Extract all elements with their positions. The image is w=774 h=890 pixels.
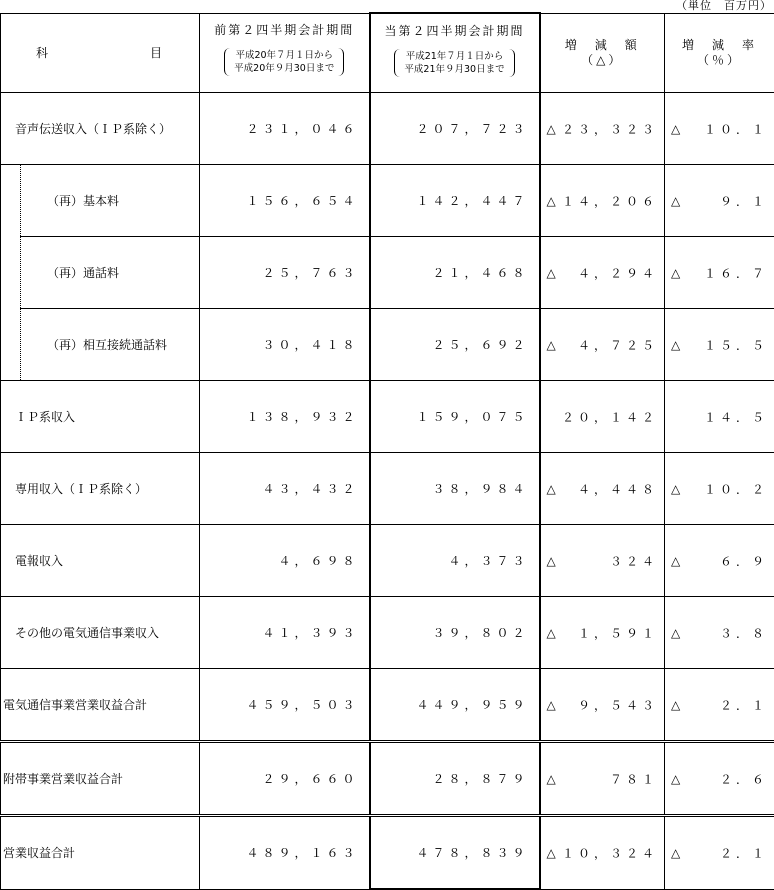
change-amount-title: 増 減 額: [541, 38, 665, 53]
curr-value: ２８，８７９: [370, 742, 540, 816]
change-amount-value: ９，５４３: [578, 696, 658, 713]
change-rate-value: ９．１: [720, 192, 768, 209]
table-row: [1, 525, 774, 597]
indent-spacer: [1, 165, 21, 381]
decrease-mark: △: [671, 698, 680, 712]
row-label: 電気通信事業営業収益合計: [1, 669, 200, 742]
change-amount-value: ３２４: [610, 552, 658, 569]
curr-period-from: 平成21年７月１日から: [404, 50, 504, 63]
curr-value: ２５，６９２: [370, 309, 540, 381]
change-amount-note: （△）: [541, 53, 665, 68]
prev-value: ４，６９８: [200, 525, 370, 597]
change-rate-note: （％）: [665, 53, 774, 68]
table-row: [1, 816, 774, 890]
header-subject-ka: 科: [36, 44, 50, 61]
row-label: ＩＰ系収入: [1, 381, 200, 453]
change-rate-value: １０．２: [704, 480, 768, 497]
change-amount-value: ４，２９４: [578, 264, 658, 281]
row-label: 電報収入: [1, 525, 200, 597]
decrease-mark: △: [547, 338, 556, 352]
row-label: （再）基本料: [21, 165, 200, 237]
change-rate: [665, 93, 774, 165]
prev-period-range: [224, 48, 344, 76]
change-rate: [665, 525, 774, 597]
table-row: [1, 381, 774, 453]
change-rate: [665, 237, 774, 309]
header-change-rate: [665, 13, 774, 93]
curr-value: ２１，４６８: [370, 237, 540, 309]
change-amount: [540, 816, 665, 890]
change-amount-value: ２３，３２３: [562, 120, 658, 137]
change-amount-value: ７８１: [610, 770, 658, 787]
table-row: [1, 453, 774, 525]
change-rate: [665, 597, 774, 669]
change-rate: [665, 453, 774, 525]
change-rate: [665, 816, 774, 890]
row-label: （再）相互接続通話料: [21, 309, 200, 381]
table-row: [1, 309, 774, 381]
change-rate: [665, 669, 774, 742]
change-rate: [665, 381, 774, 453]
prev-value: ２９，６６０: [200, 742, 370, 816]
header-curr-period: [370, 13, 540, 93]
curr-value: ２０７，７２３: [370, 93, 540, 165]
prev-value: ４５９，５０３: [200, 669, 370, 742]
curr-value: ３９，８０２: [370, 597, 540, 669]
decrease-mark: △: [671, 266, 680, 280]
prev-value: ４３，４３２: [200, 453, 370, 525]
change-amount-value: １４，２０６: [562, 192, 658, 209]
change-amount: [540, 597, 665, 669]
change-rate-value: ２．６: [720, 770, 768, 787]
change-amount-value: ４，４４８: [578, 480, 658, 497]
curr-value: ４７８，８３９: [370, 816, 540, 890]
header-prev-period: [200, 13, 370, 93]
table-row: [1, 165, 774, 237]
change-amount-value: １，５９１: [578, 624, 658, 641]
decrease-mark: △: [547, 772, 556, 786]
change-amount: [540, 237, 665, 309]
prev-value: １３８，９３２: [200, 381, 370, 453]
table-row: [1, 93, 774, 165]
curr-period-to: 平成21年９月30日まで: [404, 63, 504, 76]
prev-period-from: 平成20年７月１日から: [234, 49, 334, 62]
decrease-mark: △: [671, 338, 680, 352]
table-row: [1, 597, 774, 669]
change-amount-value: ２０，１４２: [562, 408, 658, 425]
decrease-mark: △: [547, 194, 556, 208]
decrease-mark: △: [547, 482, 556, 496]
table-row: [1, 742, 774, 816]
curr-period-range: [394, 49, 514, 77]
change-rate-value: １５．５: [704, 336, 768, 353]
curr-value: ３８，９８４: [370, 453, 540, 525]
row-label: （再）通話料: [21, 237, 200, 309]
prev-value: ２５，７６３: [200, 237, 370, 309]
curr-period-title: 当第２四半期会計期間: [371, 22, 539, 39]
header-subject: [1, 13, 200, 93]
curr-value: ４４９，９５９: [370, 669, 540, 742]
change-rate: [665, 742, 774, 816]
table-row: [1, 669, 774, 742]
decrease-mark: △: [547, 626, 556, 640]
decrease-mark: △: [671, 626, 680, 640]
prev-value: ２３１，０４６: [200, 93, 370, 165]
change-amount-value: １０，３２４: [562, 844, 658, 861]
change-amount-value: ４，７２５: [578, 336, 658, 353]
decrease-mark: △: [671, 194, 680, 208]
decrease-mark: △: [547, 846, 556, 860]
row-label: 専用収入（ＩＰ系除く）: [1, 453, 200, 525]
row-label: 音声伝送収入（ＩＰ系除く）: [1, 93, 200, 165]
revenue-table: [0, 12, 774, 890]
decrease-mark: △: [671, 846, 680, 860]
decrease-mark: △: [671, 772, 680, 786]
change-amount: [540, 309, 665, 381]
header-change-amount: [540, 13, 665, 93]
decrease-mark: △: [547, 698, 556, 712]
change-amount: [540, 453, 665, 525]
decrease-mark: △: [547, 122, 556, 136]
change-amount: [540, 93, 665, 165]
prev-value: ４８９，１６３: [200, 816, 370, 890]
prev-value: １５６，６５４: [200, 165, 370, 237]
curr-value: １５９，０７５: [370, 381, 540, 453]
change-rate-value: ２．１: [720, 844, 768, 861]
change-amount: [540, 669, 665, 742]
change-rate-value: １６．７: [704, 264, 768, 281]
change-rate-title: 増 減 率: [665, 38, 774, 53]
curr-value: ４，３７３: [370, 525, 540, 597]
change-rate-value: １４．５: [704, 408, 768, 425]
header-row: [1, 13, 774, 93]
prev-value: ４１，３９３: [200, 597, 370, 669]
header-subject-moku: 目: [150, 44, 164, 61]
decrease-mark: △: [671, 482, 680, 496]
decrease-mark: △: [547, 554, 556, 568]
prev-value: ３０，４１８: [200, 309, 370, 381]
change-rate-value: ６．９: [720, 552, 768, 569]
change-rate: [665, 165, 774, 237]
change-rate-value: １０．１: [704, 120, 768, 137]
change-amount: [540, 525, 665, 597]
change-amount: [540, 742, 665, 816]
unit-label: （単位 百万円）: [676, 0, 772, 12]
decrease-mark: △: [547, 266, 556, 280]
change-rate-value: ２．１: [720, 696, 768, 713]
change-rate-value: ３．８: [720, 624, 768, 641]
change-rate: [665, 309, 774, 381]
row-label: 附帯事業営業収益合計: [1, 742, 200, 816]
change-amount: [540, 381, 665, 453]
curr-value: １４２，４４７: [370, 165, 540, 237]
decrease-mark: △: [671, 122, 680, 136]
row-label: 営業収益合計: [1, 816, 200, 890]
prev-period-to: 平成20年９月30日まで: [234, 62, 334, 75]
decrease-mark: △: [671, 554, 680, 568]
table-row: [1, 237, 774, 309]
prev-period-title: 前第２四半期会計期間: [200, 21, 369, 38]
change-amount: [540, 165, 665, 237]
row-label: その他の電気通信事業収入: [1, 597, 200, 669]
